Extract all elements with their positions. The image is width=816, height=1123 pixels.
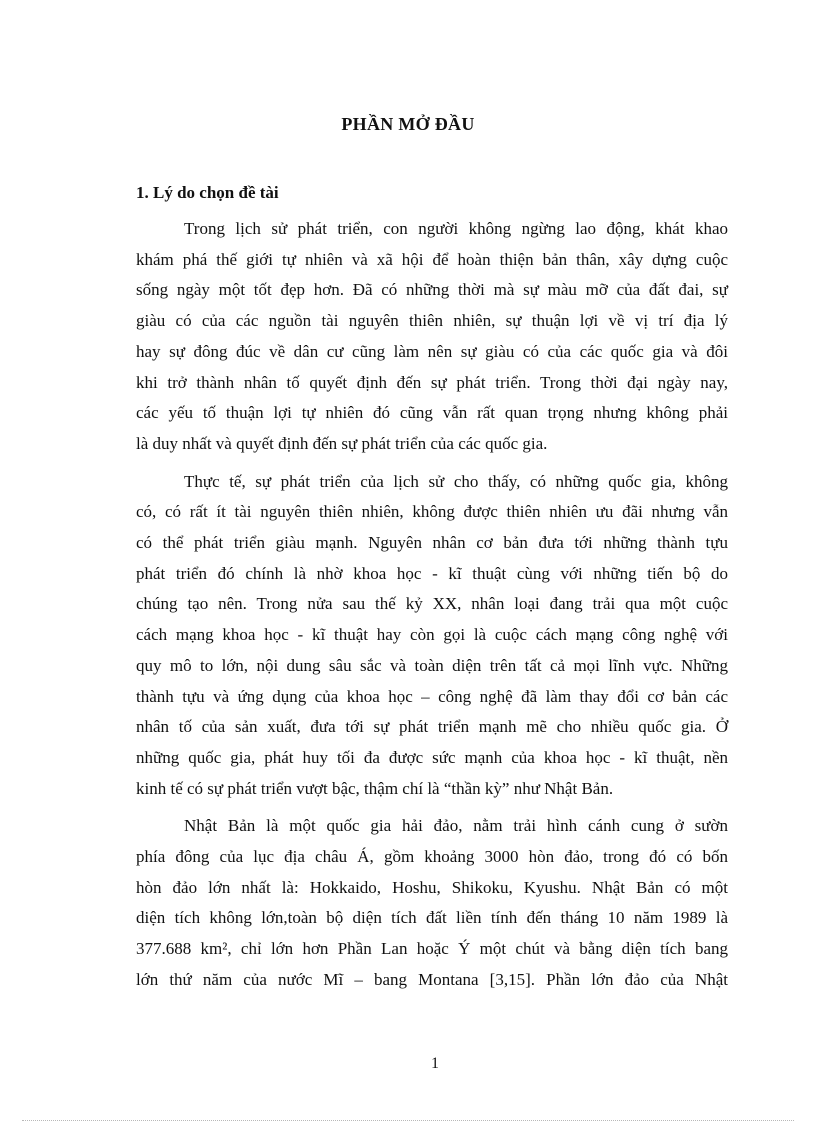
text-line: Thực tế, sự phát triển của lịch sử cho thấy, có những quốc gia, không [184, 471, 728, 491]
text-line: Trong lịch sử phát triển, con người không ngừng lao động, khát khao [184, 219, 728, 238]
text-line: giàu có của các nguồn tài nguyên thiên nhiên, sự thuận lợi về vị trí địa lý [136, 311, 728, 331]
text-line: phía đông của lục địa châu Á, gồm khoảng 3000 hòn đảo, trong đó có bốn [136, 847, 728, 867]
paragraph-3 [136, 811, 728, 995]
text-line: cách mạng khoa học - kĩ thuật hay còn gọi là cuộc cách mạng công nghệ với [136, 625, 728, 645]
text-line: lớn thứ năm của nước Mĩ – bang Montana [3,15]. Phần lớn đảo của Nhật [136, 969, 728, 989]
text-line: quy mô to lớn, nội dung sâu sắc và toàn diện trên tất cả mọi lĩnh vực. Những [136, 655, 728, 675]
paragraph-1 [136, 214, 728, 460]
text-line: thành tựu và ứng dụng của khoa học – công nghệ đã làm thay đổi cơ bản các [136, 686, 728, 706]
text-line: khi trở thành nhân tố quyết định đến sự phát triển. Trong thời đại ngày nay, [136, 372, 728, 392]
text-line: diện tích không lớn,toàn bộ diện tích đất liền tính đến tháng 10 năm 1989 là [136, 908, 728, 928]
page-number: 1 [431, 1055, 439, 1072]
paragraph-2 [136, 467, 728, 805]
section-heading: 1. Lý do chọn đề tài [136, 183, 279, 202]
text-line: kinh tế có sự phát triển vượt bậc, thậm chí là “thần kỳ” như Nhật Bản. [136, 778, 614, 798]
page-title: PHẦN MỞ ĐẦU [341, 114, 475, 134]
text-line: có, có rất ít tài nguyên thiên nhiên, không được thiên nhiên ưu đãi nhưng vẫn [136, 502, 728, 522]
text-line: khám phá thế giới tự nhiên và xã hội để hoàn thiện bản thân, xây dựng cuộc [136, 249, 728, 269]
text-line: nhân tố của sản xuất, đưa tới sự phát triển mạnh mẽ cho nhiều quốc gia. Ở [136, 717, 728, 737]
text-line: chúng tạo nên. Trong nửa sau thế kỷ XX, nhân loại đang trải qua một cuộc [136, 594, 728, 614]
text-line: những quốc gia, phát huy tối đa được sức mạnh của khoa học - kĩ thuật, nền [136, 747, 728, 767]
footer-divider [22, 1120, 794, 1121]
text-line: Nhật Bản là một quốc gia hải đảo, nằm trải hình cánh cung ở sườn [184, 816, 728, 836]
text-line: hay sự đông đúc về dân cư cũng làm nên sự giàu có của các quốc gia và đôi [136, 341, 728, 361]
text-line: phát triển đó chính là nhờ khoa học - kĩ thuật cùng với những tiến bộ do [136, 563, 728, 583]
text-line: sống ngày một tốt đẹp hơn. Đã có những thời mà sự màu mỡ của đất đai, sự [136, 280, 728, 300]
text-line: 377.688 km², chỉ lớn hơn Phần Lan hoặc Ý một chút và bằng diện tích bang [136, 939, 728, 959]
text-line: là duy nhất và quyết định đến sự phát triển của các quốc gia. [136, 433, 548, 453]
body-text [136, 214, 728, 1003]
text-line: các yếu tố thuận lợi tự nhiên đó cũng vẫn rất quan trọng nhưng không phải [136, 403, 728, 423]
text-line: hòn đảo lớn nhất là: Hokkaido, Hoshu, Shikoku, Kyushu. Nhật Bản có một [136, 877, 728, 897]
text-line: có thể phát triển giàu mạnh. Nguyên nhân cơ bản đưa tới những thành tựu [136, 533, 728, 553]
